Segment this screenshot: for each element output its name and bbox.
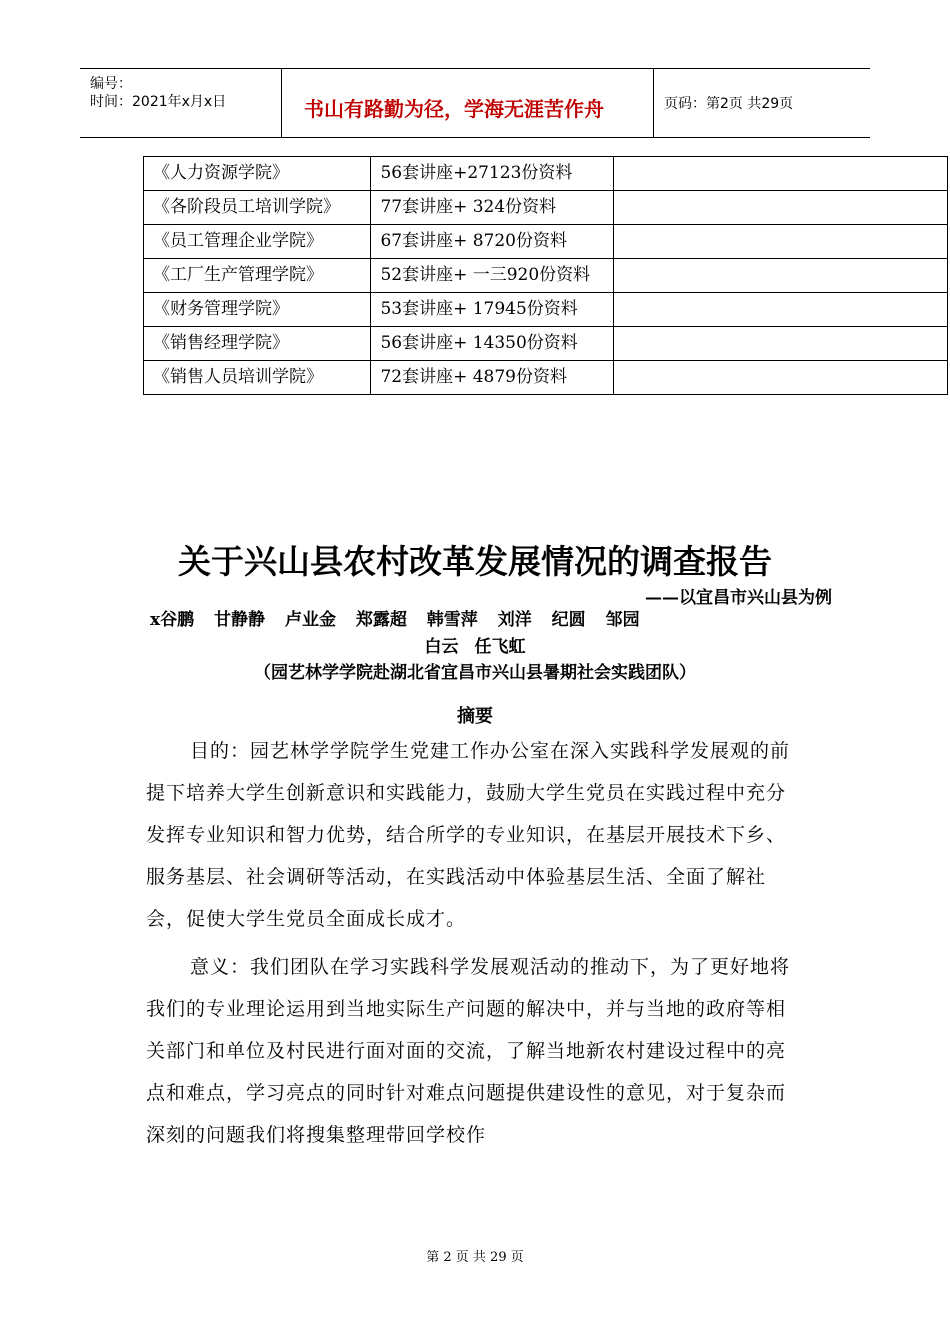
catalog-name: 《各阶段员工培训学院》 [144, 191, 371, 225]
abstract-heading: 摘要 [457, 706, 493, 727]
table-row [144, 327, 948, 361]
header-motto-cell [282, 69, 654, 137]
catalog-name: 《工厂生产管理学院》 [144, 259, 371, 293]
header-info-cell [80, 69, 282, 137]
table-row [144, 225, 948, 259]
abstract-significance-paragraph: 意义：我们团队在学习实践科学发展观活动的推动下，为了更好地将我们的专业理论运用到当地实际生产问题的解决中，并与当地的政府等相关部门和单位及村民进行面对面的交流，了解当地新农村建设过程中的亮点和难点，学习亮点的同时针对难点问题提供建设性的意见，对于复杂而深刻的问题我们将搜集整理带回学校作 [146, 956, 791, 1146]
doc-number-label: 编号： [90, 76, 132, 92]
catalog-content: 52套讲座+ 一三920份资料 [371, 259, 614, 293]
catalog-empty-cell [613, 191, 947, 225]
catalog-content: 56套讲座+27123份资料 [371, 157, 614, 191]
catalog-empty-cell [613, 259, 947, 293]
catalog-content: 53套讲座+ 17945份资料 [371, 293, 614, 327]
report-title: 关于兴山县农村改革发展情况的调查报告 [178, 542, 772, 581]
catalog-table [143, 156, 948, 395]
report-authors-continued: 白云 任飞虹 [424, 637, 526, 657]
abstract-purpose-paragraph: 目的：园艺林学学院学生党建工作办公室在深入实践科学发展观的前提下培养大学生创新意识和实践能力，鼓励大学生党员在实践过程中充分发挥专业知识和智力优势，结合所学的专业知识，在基层开展技术下乡、服务基层、社会调研等活动，在实践活动中体验基层生活、全面了解社会，促使大学生党员全面成长成才。 [146, 740, 791, 930]
catalog-empty-cell [613, 327, 947, 361]
page-footer: 第 2 页 共 29 页 [426, 1250, 524, 1265]
catalog-name: 《销售人员培训学院》 [144, 361, 371, 395]
report-authors: x谷鹏 甘静静 卢业金 郑露超 韩雪萍 刘洋 纪圆 邹园 [150, 610, 640, 630]
table-row [144, 259, 948, 293]
header-motto: 书山有路勤为径，学海无涯苦作舟 [304, 97, 604, 121]
catalog-empty-cell [613, 157, 947, 191]
table-row [144, 191, 948, 225]
table-row [144, 361, 948, 395]
report-subtitle: ——以宜昌市兴山县为例 [645, 588, 832, 608]
catalog-content: 56套讲座+ 14350份资料 [371, 327, 614, 361]
report-team: （园艺林学学院赴湖北省宜昌市兴山县暑期社会实践团队） [254, 663, 696, 683]
catalog-content: 77套讲座+ 324份资料 [371, 191, 614, 225]
catalog-empty-cell [613, 225, 947, 259]
catalog-empty-cell [613, 361, 947, 395]
time-label: 时间：2021年x月x日 [90, 94, 227, 110]
table-row [144, 293, 948, 327]
header-page-info: 页码：第2页 共29页 [664, 96, 794, 112]
catalog-name: 《财务管理学院》 [144, 293, 371, 327]
catalog-empty-cell [613, 293, 947, 327]
catalog-name: 《员工管理企业学院》 [144, 225, 371, 259]
table-row [144, 157, 948, 191]
catalog-content: 72套讲座+ 4879份资料 [371, 361, 614, 395]
page-header [80, 68, 870, 138]
catalog-name: 《人力资源学院》 [144, 157, 371, 191]
catalog-content: 67套讲座+ 8720份资料 [371, 225, 614, 259]
catalog-name: 《销售经理学院》 [144, 327, 371, 361]
